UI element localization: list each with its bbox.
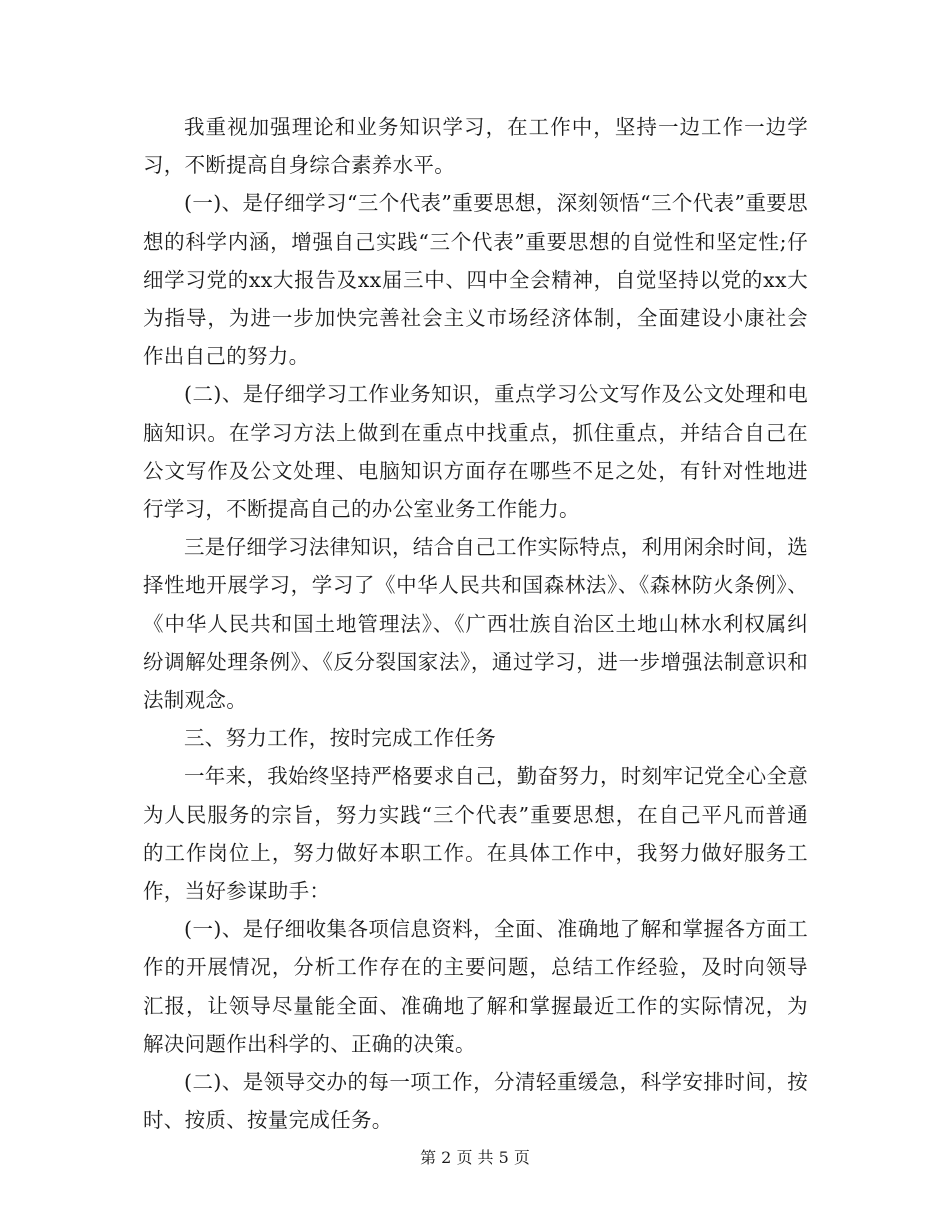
paragraph-work-tasks: (二)、是领导交办的每一项工作，分清轻重缓急，科学安排时间，按时、按质、按量完成任务。 [143, 1070, 808, 1133]
paragraph-study-law: 三是仔细学习法律知识，结合自己工作实际特点，利用闲余时间，选择性地开展学习，学习了《中华人民共和国森林法》、《森林防火条例》、《中华人民共和国土地管理法》、《广西壮族自治区土地山林水利权属纠纷调解处理条例》、《反分裂国家法》，通过学习，进一步增强法制意识和法制观念。 [143, 535, 808, 713]
paragraph-study-intro: 我重视加强理论和业务知识学习，在工作中，坚持一边工作一边学习，不断提高自身综合素养水平。 [143, 115, 808, 178]
document-body [143, 108, 808, 1139]
paragraph-work-info: (一)、是仔细收集各项信息资料，全面、准确地了解和掌握各方面工作的开展情况，分析工作存在的主要问题，总结工作经验，及时向领导汇报，让领导尽量能全面、准确地了解和掌握最近工作的实际情况，为解决问题作出科学的、正确的决策。 [143, 917, 808, 1056]
section-heading-work: 三、努力工作，按时完成工作任务 [184, 726, 496, 751]
paragraph-study-theory: (一)、是仔细学习“三个代表”重要思想，深刻领悟“三个代表”重要思想的科学内涵，增强自己实践“三个代表”重要思想的自觉性和坚定性;仔细学习党的xx大报告及xx届三中、四中全会精神，自觉坚持以党的xx大为指导，为进一步加快完善社会主义市场经济体制，全面建设小康社会作出自己的努力。 [143, 191, 808, 369]
paragraph-study-business: (二)、是仔细学习工作业务知识，重点学习公文写作及公文处理和电脑知识。在学习方法上做到在重点中找重点，抓住重点，并结合自己在公文写作及公文处理、电脑知识方面存在哪些不足之处，有针对性地进行学习，不断提高自己的办公室业务工作能力。 [143, 382, 808, 522]
page-number-footer: 第 2 页 共 5 页 [420, 1148, 530, 1167]
paragraph-work-intro: 一年来，我始终坚持严格要求自己，勤奋努力，时刻牢记党全心全意为人民服务的宗旨，努力实践“三个代表”重要思想，在自己平凡而普通的工作岗位上，努力做好本职工作。在具体工作中，我努力做好服务工作，当好参谋助手： [143, 764, 808, 904]
